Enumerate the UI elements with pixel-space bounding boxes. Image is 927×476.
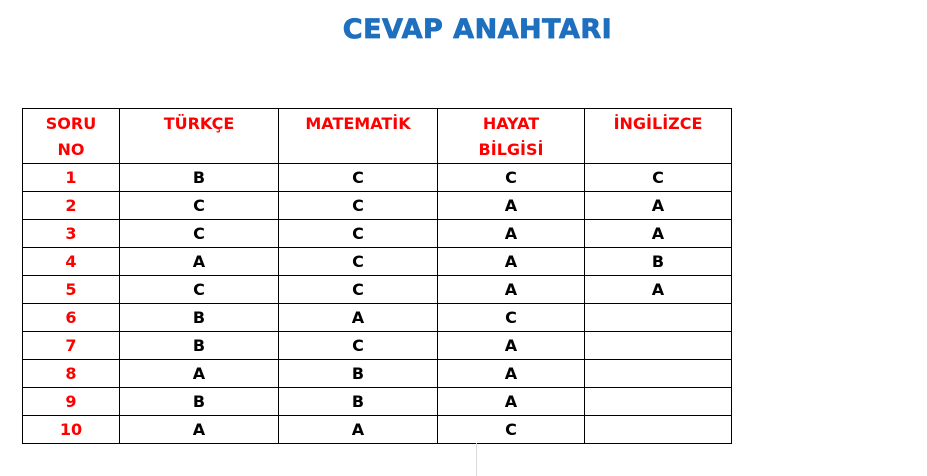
answer-matematik: C [279, 192, 438, 220]
table-row [23, 332, 732, 360]
row-number: 5 [23, 276, 120, 304]
table-row [23, 248, 732, 276]
answer-matematik: A [279, 304, 438, 332]
answer-matematik: B [279, 388, 438, 416]
table-row [23, 304, 732, 332]
answer-hayat-bilgisi: A [438, 276, 585, 304]
answer-turkce: A [120, 248, 279, 276]
header-soru-no [23, 109, 120, 164]
header-hayat-bilgisi-line1: HAYAT [482, 114, 540, 133]
table-row [23, 276, 732, 304]
answer-matematik: C [279, 248, 438, 276]
answer-ingilizce [585, 360, 732, 388]
row-number: 8 [23, 360, 120, 388]
answer-turkce: B [120, 304, 279, 332]
answer-turkce: B [120, 332, 279, 360]
table-header-row [23, 109, 732, 164]
answer-hayat-bilgisi: A [438, 360, 585, 388]
table-row [23, 388, 732, 416]
header-matematik [279, 109, 438, 164]
answer-hayat-bilgisi: C [438, 304, 585, 332]
page-title: CEVAP ANAHTARI [342, 14, 613, 45]
header-turkce-label: TÜRKÇE [163, 114, 235, 133]
table-row [23, 192, 732, 220]
table-row [23, 416, 732, 444]
answer-turkce: A [120, 360, 279, 388]
header-soru-no-line2: NO [57, 140, 85, 159]
answer-matematik: C [279, 276, 438, 304]
answer-ingilizce [585, 388, 732, 416]
answer-matematik: C [279, 332, 438, 360]
row-number: 7 [23, 332, 120, 360]
answer-hayat-bilgisi: C [438, 416, 585, 444]
answer-matematik: A [279, 416, 438, 444]
table-row [23, 360, 732, 388]
header-turkce [120, 109, 279, 164]
row-number: 4 [23, 248, 120, 276]
answer-ingilizce [585, 304, 732, 332]
header-matematik-label: MATEMATİK [305, 114, 411, 133]
answer-matematik: B [279, 360, 438, 388]
answer-turkce: C [120, 192, 279, 220]
answer-hayat-bilgisi: A [438, 220, 585, 248]
answer-ingilizce: C [585, 164, 732, 192]
header-soru-no-line1: SORU [45, 114, 97, 133]
answer-ingilizce: B [585, 248, 732, 276]
answer-turkce: C [120, 276, 279, 304]
answer-turkce: B [120, 164, 279, 192]
row-number: 2 [23, 192, 120, 220]
header-hayat-bilgisi [438, 109, 585, 164]
answer-hayat-bilgisi: A [438, 388, 585, 416]
answer-ingilizce: A [585, 276, 732, 304]
header-ingilizce [585, 109, 732, 164]
table-row [23, 164, 732, 192]
page-divider [476, 443, 477, 476]
header-hayat-bilgisi-line2: BİLGİSİ [478, 140, 544, 159]
answer-ingilizce: A [585, 220, 732, 248]
answer-key-table [22, 108, 732, 444]
answer-turkce: A [120, 416, 279, 444]
answer-turkce: C [120, 220, 279, 248]
row-number: 6 [23, 304, 120, 332]
row-number: 10 [23, 416, 120, 444]
answer-ingilizce: A [585, 192, 732, 220]
answer-hayat-bilgisi: A [438, 332, 585, 360]
answer-hayat-bilgisi: A [438, 248, 585, 276]
answer-turkce: B [120, 388, 279, 416]
answer-ingilizce [585, 332, 732, 360]
answer-hayat-bilgisi: A [438, 192, 585, 220]
answer-ingilizce [585, 416, 732, 444]
row-number: 3 [23, 220, 120, 248]
header-ingilizce-label: İNGİLİZCE [613, 114, 703, 133]
row-number: 9 [23, 388, 120, 416]
row-number: 1 [23, 164, 120, 192]
table-row [23, 220, 732, 248]
answer-hayat-bilgisi: C [438, 164, 585, 192]
answer-matematik: C [279, 164, 438, 192]
answer-matematik: C [279, 220, 438, 248]
